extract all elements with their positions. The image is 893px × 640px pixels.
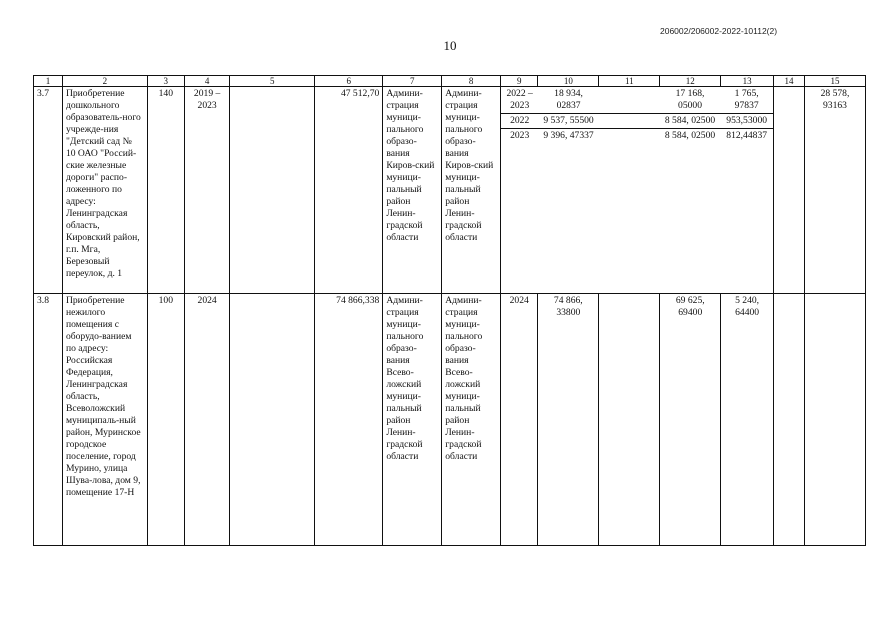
header-cell: 8 xyxy=(442,76,501,87)
financing-row xyxy=(501,114,773,129)
financing-row xyxy=(501,129,773,144)
recipient-cell: Админи-страция муници-пального образо-вания Киров-ский муници-пальный район Ленин-градской области xyxy=(442,87,501,294)
grand-total-cell: 28 578, 93163 xyxy=(804,87,865,294)
regional-cell: 69 625, 69400 xyxy=(660,294,721,546)
projects-table xyxy=(33,75,866,546)
period-cell: 2019 – 2023 xyxy=(184,87,229,294)
header-cell: 2 xyxy=(62,76,147,87)
grand-total-cell xyxy=(804,294,865,546)
empty-cell xyxy=(599,294,660,546)
header-cell: 7 xyxy=(383,76,442,87)
recipient-cell: Админи-страция муници-пального образо-вания Всево-ложский муници-пальный район Ленин-градской области xyxy=(442,294,501,546)
empty-cell xyxy=(230,87,315,294)
financing-row xyxy=(501,87,773,114)
row-number: 3.8 xyxy=(34,294,63,546)
regional-cell: 8 584, 02500 xyxy=(660,129,721,144)
empty-cell xyxy=(599,114,660,129)
header-cell: 9 xyxy=(501,76,538,87)
empty-cell xyxy=(599,87,660,114)
total-cell: 18 934, 02837 xyxy=(554,88,583,111)
capacity-cell: 100 xyxy=(147,294,184,546)
page-number: 10 xyxy=(443,38,457,53)
regional-cell: 17 168, 05000 xyxy=(675,88,705,111)
header-row xyxy=(34,76,866,87)
local-cell: 953,53000 xyxy=(720,114,773,129)
total-cell: 9 396, 47337 xyxy=(538,129,599,144)
local-cell: 5 240, 64400 xyxy=(721,294,774,546)
financing-subtable xyxy=(501,87,773,143)
cost-cell: 74 866,338 xyxy=(315,294,383,546)
header-cell: 15 xyxy=(804,76,865,87)
header-cell: 14 xyxy=(773,76,804,87)
header-cell: 4 xyxy=(184,76,229,87)
object-name: Приобретение нежилого помещения с оборудо-ванием по адресу: Российская Федерация, Ленинградская область, Всеволожский муниципаль-ный район, Муринское городское поселение, город Мурино, улица Шува-лова, дом 9, помещение 17-Н xyxy=(62,294,147,546)
local-cell: 1 765, 97837 xyxy=(734,88,759,111)
header-cell: 6 xyxy=(315,76,383,87)
empty-cell xyxy=(773,87,804,294)
object-name: Приобретение дошкольного образователь-ного учрежде-ния "Детский сад № 10 ОАО "Россий-ские железные дороги" распо-ложенного по адресу: Ленинградская область, Кировский район, г.п. Мга, Березовый переулок, д. 1 xyxy=(62,87,147,294)
header-cell: 13 xyxy=(721,76,774,87)
regional-cell: 8 584, 02500 xyxy=(660,114,721,129)
year-cell: 2023 xyxy=(501,129,538,144)
header-cell: 11 xyxy=(599,76,660,87)
total-cell: 74 866, 33800 xyxy=(538,294,599,546)
header-cell: 1 xyxy=(34,76,63,87)
header-cell: 3 xyxy=(147,76,184,87)
header-cell: 12 xyxy=(660,76,721,87)
year-cell: 2022 xyxy=(501,114,538,129)
total-cell: 9 537, 55500 xyxy=(538,114,599,129)
header-cell: 5 xyxy=(230,76,315,87)
empty-cell xyxy=(599,129,660,144)
row-number: 3.7 xyxy=(34,87,63,294)
year-cell: 2024 xyxy=(501,294,538,546)
period-cell: 2024 xyxy=(184,294,229,546)
empty-cell xyxy=(230,294,315,546)
document-id: 206002/206002-2022-10112(2) xyxy=(660,26,778,36)
empty-cell xyxy=(773,294,804,546)
financing-block xyxy=(501,87,774,294)
customer-cell: Админи-страция муници-пального образо-вания Киров-ский муници-пальный район Ленин-градской области xyxy=(383,87,442,294)
year-cell: 2022 – 2023 xyxy=(506,88,533,111)
table-row xyxy=(34,294,866,546)
customer-cell: Админи-страция муници-пального образо-вания Всево-ложский муници-пальный район Ленин-градской области xyxy=(383,294,442,546)
header-cell: 10 xyxy=(538,76,599,87)
cost-cell: 47 512,70 xyxy=(315,87,383,294)
local-cell: 812,44837 xyxy=(720,129,773,144)
capacity-cell: 140 xyxy=(147,87,184,294)
table-row xyxy=(34,87,866,294)
